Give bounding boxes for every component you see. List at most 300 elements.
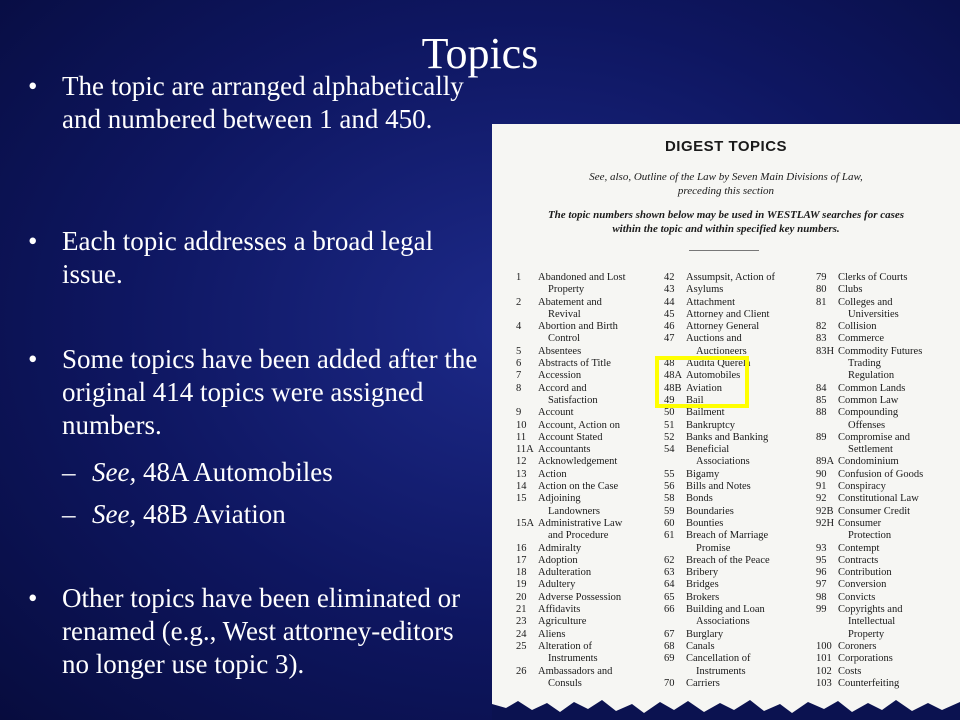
topic-entry [516, 678, 625, 690]
topic-column [516, 272, 625, 690]
topic-entry [816, 518, 923, 530]
topic-entry [816, 309, 923, 321]
topic-number: 89A [816, 456, 835, 468]
topic-entry [516, 284, 625, 296]
topic-number: 15A [516, 517, 535, 529]
topic-number: 61 [664, 530, 675, 542]
topic-entry [816, 481, 923, 493]
topic-name: Brokers [686, 591, 720, 603]
divider [689, 250, 759, 251]
topic-number: 90 [816, 468, 827, 480]
topic-name: Auctioneers [696, 345, 747, 357]
topic-name: Absentees [538, 345, 582, 357]
topic-entry [816, 604, 923, 616]
topic-name: Universities [848, 308, 899, 320]
topic-name: Convicts [838, 591, 876, 603]
topic-name: Condominium [838, 456, 899, 468]
topic-entry [816, 555, 923, 567]
topic-name: Property [848, 628, 885, 640]
topic-entry [516, 407, 625, 419]
topic-number: 11A [516, 444, 534, 456]
topic-name: Accountants [538, 444, 591, 456]
topic-entry [664, 616, 775, 628]
topic-number: 52 [664, 431, 675, 443]
topic-name: Consumer Credit [838, 505, 911, 517]
topic-number: 45 [664, 308, 675, 320]
topic-number: 13 [516, 468, 527, 480]
topic-entry [816, 284, 923, 296]
topic-name: Protection [848, 530, 892, 542]
topic-number [664, 666, 686, 678]
topic-name: Building and Loan [686, 604, 765, 616]
topic-name: Admiralty [538, 542, 582, 554]
topic-entry [664, 420, 775, 432]
topic-entry [664, 555, 775, 567]
topic-entry [664, 629, 775, 641]
topic-number: 91 [816, 481, 827, 493]
topic-entry [816, 641, 923, 653]
topic-number: 82 [816, 321, 827, 333]
topic-number: 58 [664, 493, 675, 505]
topic-name: Asylums [686, 284, 724, 296]
topic-number: 14 [516, 481, 527, 493]
topic-name: Compromise and [838, 431, 911, 443]
topic-number: 9 [516, 407, 522, 419]
topic-name: Conspiracy [838, 481, 886, 493]
topic-name: Attorney General [686, 321, 760, 333]
topic-entry [664, 456, 775, 468]
topic-number [516, 284, 538, 296]
topic-name: Account [538, 407, 574, 419]
topic-entry [816, 297, 923, 309]
topic-entry [516, 641, 625, 653]
topic-number: 47 [664, 333, 675, 345]
topic-entry [664, 333, 775, 345]
topic-entry [816, 395, 923, 407]
topic-entry [516, 420, 625, 432]
topic-entry [816, 420, 923, 432]
topic-number: 25 [516, 640, 527, 652]
topic-entry [816, 456, 923, 468]
topic-entry [664, 481, 775, 493]
topic-entry [516, 456, 625, 468]
topic-number: 56 [664, 481, 675, 493]
topic-number: 101 [816, 653, 832, 665]
topic-name: Offenses [848, 419, 886, 431]
topic-number: 67 [664, 628, 675, 640]
topic-name: Account Stated [538, 431, 603, 443]
topic-name: Affidavits [538, 604, 581, 616]
topic-name: Accession [538, 370, 582, 382]
topic-entry [664, 579, 775, 591]
topic-name: Consuls [548, 677, 582, 689]
topic-entry [816, 616, 923, 628]
topic-entry [664, 272, 775, 284]
topic-number [816, 420, 838, 432]
topic-number: 89 [816, 431, 827, 443]
topic-number: 103 [816, 677, 832, 689]
topic-number: 11 [516, 431, 527, 443]
topic-entry [516, 629, 625, 641]
topic-entry [664, 641, 775, 653]
topic-entry [816, 432, 923, 444]
slide-title: Topics [421, 29, 539, 78]
topic-name: Administrative Law [538, 517, 623, 529]
topic-name: Action on the Case [538, 481, 619, 493]
topic-name: Abortion and Birth [538, 321, 618, 333]
digest-title: DIGEST TOPICS [664, 138, 788, 155]
bullet-dot-icon: • [28, 344, 38, 374]
topic-name: Common Law [838, 394, 899, 406]
topic-name: Attorney and Client [686, 308, 770, 320]
topic-name: Instruments [548, 653, 598, 665]
topic-number [516, 530, 538, 542]
topic-number: 17 [516, 554, 527, 566]
topic-entry [664, 284, 775, 296]
topic-number: 65 [664, 591, 675, 603]
topic-entry [664, 592, 775, 604]
topic-name: Bailment [686, 407, 725, 419]
topic-entry [664, 309, 775, 321]
bullet-text: Each topic addresses a broad legal issue. [62, 226, 434, 289]
topic-number: 4 [516, 321, 522, 333]
topic-entry [516, 506, 625, 518]
topic-name: Property [548, 284, 585, 296]
topic-name: Burglary [686, 628, 724, 640]
topic-name: Cancellation of [686, 653, 751, 665]
topic-number: 54 [664, 444, 675, 456]
topic-entry [516, 543, 625, 555]
topic-name: Clubs [838, 284, 863, 296]
topic-entry [516, 530, 625, 542]
topic-number: 50 [664, 407, 675, 419]
topic-name: Aviation [686, 382, 722, 394]
topic-name: Constitutional Law [838, 493, 919, 505]
topic-name: Audita Querela [686, 358, 751, 370]
topic-entry [816, 469, 923, 481]
topic-name: Counterfeiting [838, 677, 900, 689]
topic-name: Confusion of Goods [838, 468, 924, 480]
topic-number: 48B [664, 382, 682, 394]
topic-number: 7 [516, 370, 522, 382]
topic-name: Satisfaction [548, 394, 598, 406]
topic-number: 83H [816, 345, 835, 357]
topic-name: Automobiles [686, 370, 741, 382]
topic-number: 2 [516, 296, 522, 308]
topic-number [516, 678, 538, 690]
topic-entry [816, 333, 923, 345]
dash-icon: – [62, 457, 76, 487]
topic-name: Commerce [838, 333, 885, 345]
topic-name: Copyrights and [838, 604, 903, 616]
see-signal: See, [92, 457, 137, 487]
topic-name: Breach of the Peace [686, 554, 770, 566]
topic-name: Colleges and [838, 296, 893, 308]
topic-entry [516, 309, 625, 321]
topic-number [664, 543, 686, 555]
topic-entry [816, 321, 923, 333]
topic-name: Corporations [838, 653, 893, 665]
topic-name: Compounding [838, 407, 899, 419]
topic-name: Settlement [848, 444, 893, 456]
topic-name: Acknowledgement [538, 456, 618, 468]
topic-entry [664, 444, 775, 456]
digest-note-line: The topic numbers shown below may be used in WESTLAW searches for cases [547, 209, 905, 221]
topic-number: 18 [516, 567, 527, 579]
topic-entry [816, 543, 923, 555]
topic-number [816, 530, 838, 542]
topic-number: 46 [664, 321, 675, 333]
topic-name: Accord and [538, 382, 587, 394]
bullet-text: Some topics have been added after the original 414 topics were assigned numbers. [62, 344, 478, 440]
topic-name: Alteration of [538, 640, 592, 652]
topic-number [516, 653, 538, 665]
topic-name: Commodity Futures [838, 345, 923, 357]
topic-name: Associations [696, 456, 750, 468]
topic-number: 99 [816, 604, 827, 616]
topic-number: 51 [664, 419, 675, 431]
topic-number: 62 [664, 554, 675, 566]
topic-number [816, 616, 838, 628]
topic-name: Bridges [686, 579, 719, 591]
topic-name: Contracts [838, 554, 879, 566]
topic-name: Control [548, 333, 581, 345]
topic-number: 59 [664, 505, 675, 517]
topic-number [816, 444, 838, 456]
topic-number: 95 [816, 554, 827, 566]
topic-number [816, 358, 838, 370]
topic-number: 8 [516, 382, 522, 394]
topic-name: Adjoining [538, 493, 581, 505]
topic-name: Auctions and [686, 333, 742, 345]
sub-bullet-item [62, 498, 286, 531]
topic-number: 48A [664, 370, 683, 382]
topic-number: 1 [516, 272, 522, 283]
topic-number: 102 [816, 665, 832, 677]
topic-entry [664, 567, 775, 579]
topic-entry [816, 666, 923, 678]
topic-number: 80 [816, 284, 827, 296]
topic-name: Promise [696, 542, 731, 554]
topic-name: Regulation [848, 370, 895, 382]
topic-number: 42 [664, 272, 675, 283]
topic-entry [664, 407, 775, 419]
topic-entry [816, 579, 923, 591]
topic-name: Clerks of Courts [838, 272, 908, 283]
digest-subtitle-line: See, also, Outline of the Law by Seven Main Divisions of Law, [589, 171, 863, 183]
topic-number [516, 309, 538, 321]
topic-number: 12 [516, 456, 527, 468]
topic-number: 83 [816, 333, 827, 345]
topic-entry [664, 678, 775, 690]
topic-column [816, 272, 923, 690]
topic-number: 70 [664, 677, 675, 689]
topic-name: Consumer [838, 517, 882, 529]
topic-entry [516, 567, 625, 579]
topic-entry [516, 616, 625, 628]
topic-entry [516, 272, 625, 284]
topic-entry [516, 653, 625, 665]
topic-entry [516, 481, 625, 493]
sub-bullet-text: 48A Automobiles [136, 457, 333, 487]
topic-entry [516, 383, 625, 395]
topic-entry [816, 407, 923, 419]
topic-entry [664, 543, 775, 555]
topic-number [664, 456, 686, 468]
topic-entry [516, 395, 625, 407]
topic-number: 79 [816, 272, 827, 283]
topic-number: 96 [816, 567, 827, 579]
topic-entry [516, 555, 625, 567]
topic-name: Account, Action on [538, 419, 620, 431]
topic-name: Contempt [838, 542, 880, 554]
topic-name: Collision [838, 321, 877, 333]
topic-name: Conversion [838, 579, 887, 591]
topic-number: 24 [516, 628, 527, 640]
topic-number: 92 [816, 493, 827, 505]
topic-name: Landowners [548, 505, 600, 517]
topic-number: 92H [816, 517, 835, 529]
topic-name: Carriers [686, 677, 720, 689]
topic-name: Instruments [696, 665, 746, 677]
topic-name: Adultery [538, 579, 576, 591]
bullet-text: Other topics have been eliminated or renamed (e.g., West attorney-editors no longer use topic 3). [62, 583, 461, 679]
topic-number: 23 [516, 616, 527, 628]
digest-subtitle-line: preceding this section [677, 185, 775, 197]
topic-entry [516, 579, 625, 591]
topic-name: Beneficial [686, 444, 730, 456]
topic-number [516, 395, 538, 407]
topic-entry [664, 604, 775, 616]
topic-entry [816, 678, 923, 690]
topic-number: 100 [816, 640, 832, 652]
topic-name: Canals [686, 640, 715, 652]
topic-entry [816, 358, 923, 370]
topic-number: 19 [516, 579, 527, 591]
topic-number [664, 616, 686, 628]
topic-number [816, 370, 838, 382]
topic-name: Abstracts of Title [538, 358, 611, 370]
topic-entry [516, 333, 625, 345]
topic-number: 63 [664, 567, 675, 579]
topic-number: 10 [516, 419, 527, 431]
topic-name: Bankruptcy [686, 419, 735, 431]
topic-entry [516, 358, 625, 370]
topic-name: Breach of Marriage [686, 530, 769, 542]
topic-number: 48 [664, 358, 675, 370]
topic-number [816, 309, 838, 321]
topic-name: Coroners [838, 640, 877, 652]
highlight-box [655, 356, 749, 408]
topic-name: Revival [548, 308, 581, 320]
topic-name: Common Lands [838, 382, 906, 394]
sub-bullet-item [62, 456, 333, 489]
topic-number: 92B [816, 505, 834, 517]
topic-number: 98 [816, 591, 827, 603]
topic-number: 20 [516, 591, 527, 603]
bullet-text: The topic are arranged alphabetically and numbered between 1 and 450. [62, 71, 464, 134]
topic-number: 69 [664, 653, 675, 665]
topic-number: 16 [516, 542, 527, 554]
topic-entry [664, 297, 775, 309]
topic-column [664, 272, 775, 690]
digest-note-line: within the topic and within specified key numbers. [612, 223, 840, 235]
topic-number: 60 [664, 517, 675, 529]
topic-number: 66 [664, 604, 675, 616]
topic-name: Bribery [686, 567, 719, 579]
topic-number: 81 [816, 296, 827, 308]
topic-name: Aliens [538, 628, 566, 640]
topic-entry [516, 469, 625, 481]
topic-entry [516, 432, 625, 444]
topic-entry [664, 493, 775, 505]
see-signal: See, [92, 499, 137, 529]
topic-entry [816, 370, 923, 382]
topic-entry [516, 370, 625, 382]
topic-name: Ambassadors and [538, 665, 613, 677]
topic-number [816, 629, 838, 641]
topic-number: 88 [816, 407, 827, 419]
topic-name: Bail [686, 394, 704, 406]
topic-entry [816, 272, 923, 284]
topic-name: Abandoned and Lost [538, 272, 626, 283]
torn-edge [492, 690, 960, 720]
topic-name: Bonds [686, 493, 713, 505]
topic-number: 26 [516, 665, 527, 677]
topic-entry [664, 666, 775, 678]
topic-number: 97 [816, 579, 827, 591]
dash-icon: – [62, 499, 76, 529]
topic-entry [664, 432, 775, 444]
topic-number: 21 [516, 604, 527, 616]
topic-entry [664, 506, 775, 518]
digest-topics-scan [492, 124, 960, 720]
topic-entry [516, 666, 625, 678]
topic-name: Action [538, 468, 567, 480]
topic-entry [516, 444, 625, 456]
topic-entry [816, 567, 923, 579]
topic-entry [816, 506, 923, 518]
topic-name: Bounties [686, 517, 724, 529]
topic-entry [664, 518, 775, 530]
bullet-dot-icon: • [28, 583, 38, 613]
topic-number: 49 [664, 394, 675, 406]
topic-name: Banks and Banking [686, 431, 769, 443]
topic-name: Trading [848, 358, 881, 370]
topic-name: Adulteration [538, 567, 592, 579]
topic-number: 43 [664, 284, 675, 296]
topic-entry [516, 321, 625, 333]
topic-number: 85 [816, 394, 827, 406]
topic-name: Bills and Notes [686, 481, 751, 493]
topic-entry [516, 297, 625, 309]
topic-entry [816, 383, 923, 395]
topic-name: Abatement and [538, 296, 602, 308]
sub-bullet-text: 48B Aviation [136, 499, 286, 529]
topic-number: 93 [816, 542, 827, 554]
topic-name: Intellectual [848, 616, 896, 628]
topic-entry [664, 530, 775, 542]
topic-number [516, 506, 538, 518]
topic-entry [816, 592, 923, 604]
topic-entry [664, 653, 775, 665]
topic-number: 68 [664, 640, 675, 652]
topic-number [516, 333, 538, 345]
topic-number: 44 [664, 296, 675, 308]
topic-name: Adoption [538, 554, 578, 566]
topic-entry [816, 530, 923, 542]
topic-number: 55 [664, 468, 675, 480]
